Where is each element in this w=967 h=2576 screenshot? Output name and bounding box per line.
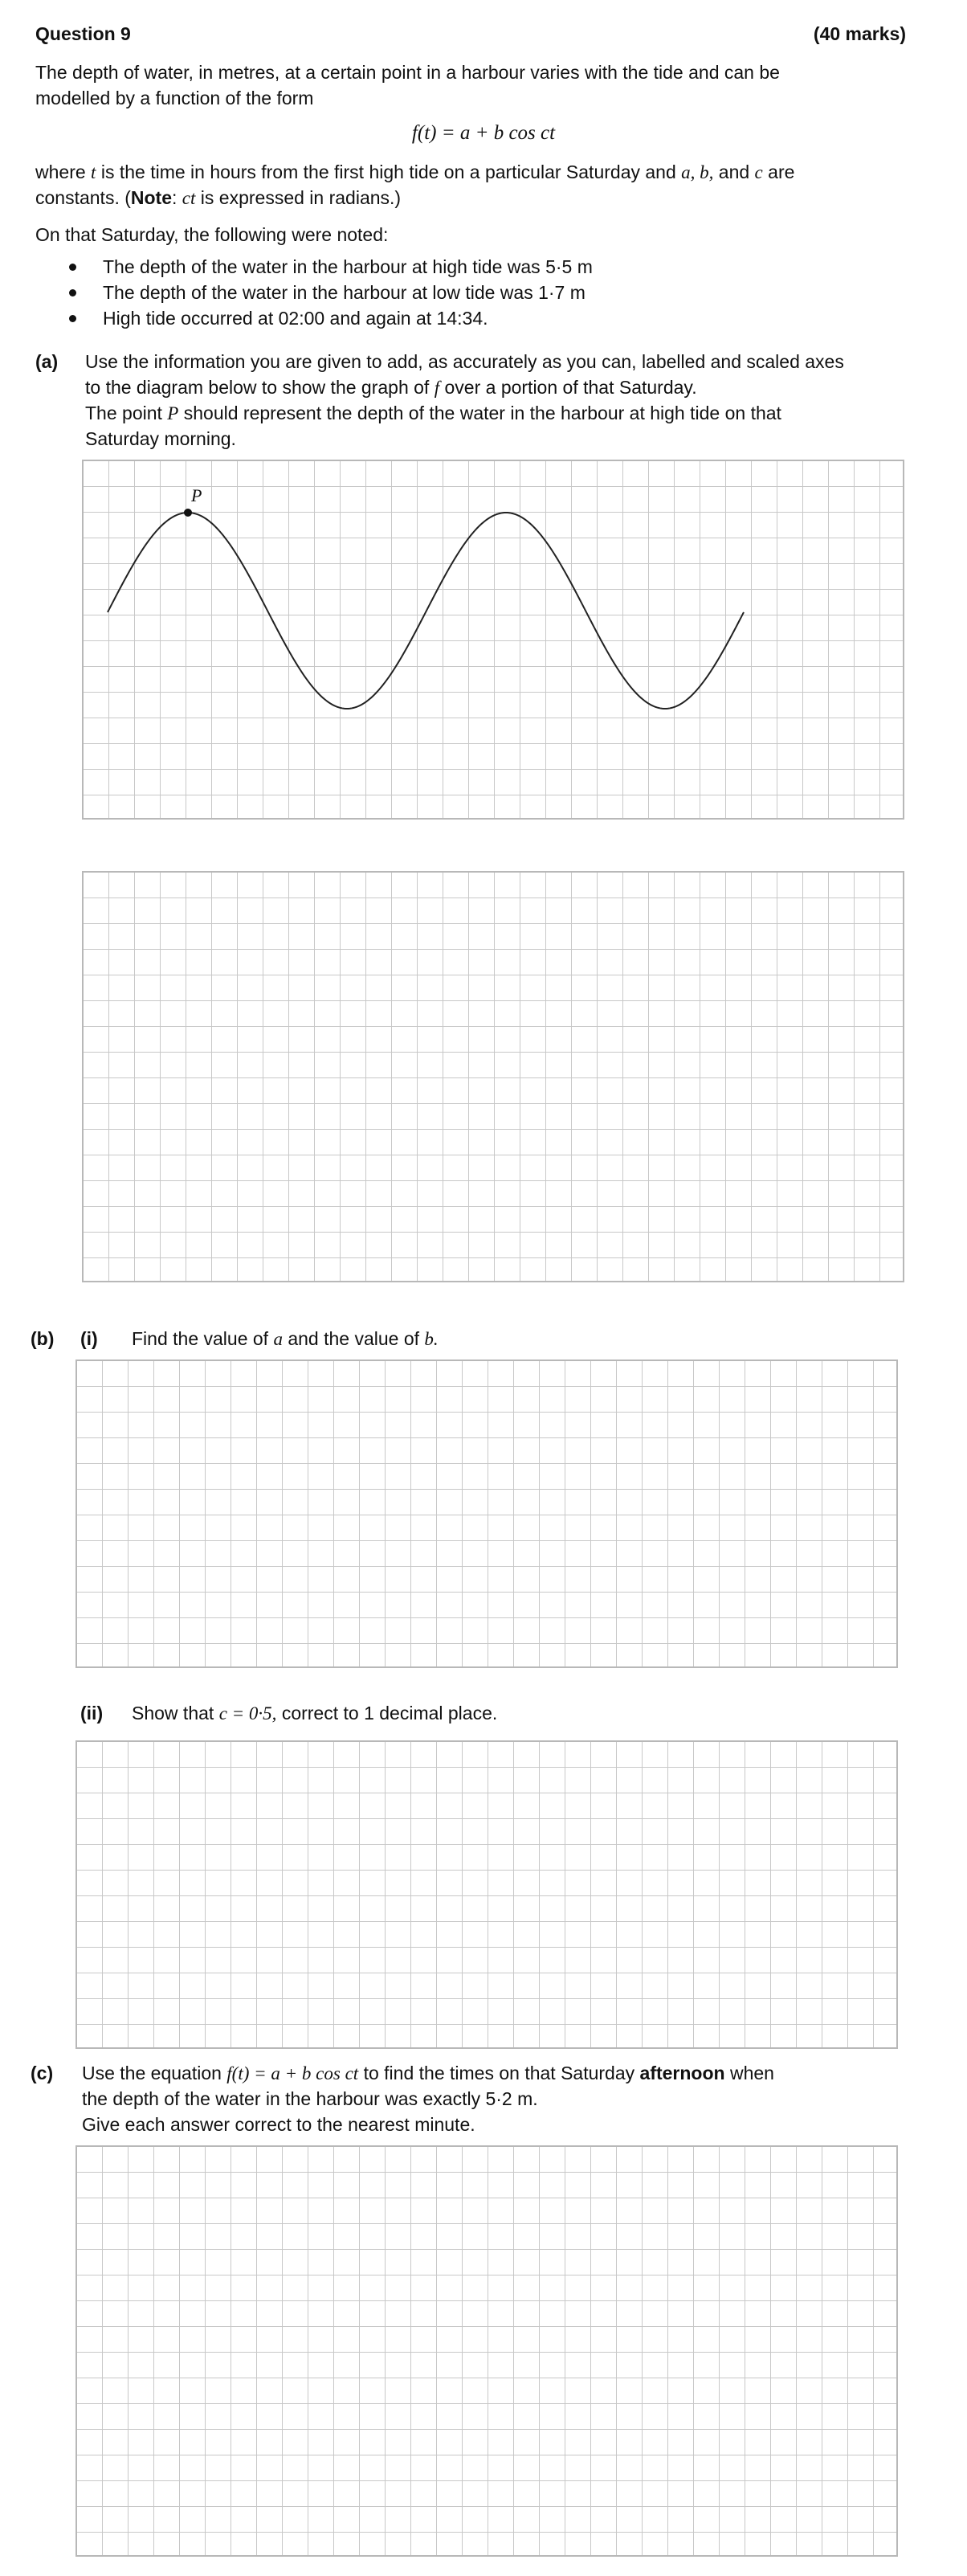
part-b-i-text bbox=[132, 1326, 439, 1352]
part-a-label: (a) bbox=[35, 351, 59, 372]
variable-b: b. bbox=[424, 1329, 439, 1349]
part-a-line-3-pre: The point bbox=[85, 403, 162, 423]
variable-f: f bbox=[434, 378, 440, 398]
list-item: The depth of the water in the harbour at low tide was 1·7 m bbox=[35, 280, 593, 305]
point-P-label: P bbox=[191, 485, 202, 505]
part-b-ii-post: correct to 1 decimal place. bbox=[281, 1703, 498, 1723]
part-c-line-1 bbox=[82, 2060, 774, 2087]
part-a-line-4: Saturday morning. bbox=[85, 428, 236, 449]
part-b-i-and: and the value of bbox=[288, 1328, 420, 1349]
intro-line-2: modelled by a function of the form bbox=[35, 88, 314, 108]
part-c-line-1-post: when bbox=[729, 2063, 774, 2083]
c-equation: c = 0·5, bbox=[218, 1703, 277, 1723]
variable-c: c bbox=[754, 162, 763, 182]
part-b-i-label: (i) bbox=[80, 1328, 98, 1349]
part-b-i-pre: Find the value of bbox=[132, 1328, 269, 1349]
part-a-line-3 bbox=[85, 400, 781, 427]
answer-grid-c[interactable] bbox=[75, 2145, 898, 2557]
curve-path bbox=[108, 513, 744, 709]
variable-a: a bbox=[273, 1329, 283, 1349]
variable-ct: ct bbox=[182, 188, 196, 208]
part-c-line-2: the depth of the water in the harbour was exactly 5·2 m. bbox=[82, 2088, 538, 2109]
part-c-label: (c) bbox=[31, 2063, 54, 2083]
list-item: High tide occurred at 02:00 and again at 14:34. bbox=[35, 305, 593, 331]
model-formula: f(t) = a + b cos ct bbox=[411, 122, 556, 144]
noted-list bbox=[35, 254, 593, 331]
part-c-line-3: Give each answer correct to the nearest minute. bbox=[82, 2114, 475, 2135]
part-a-line-2 bbox=[85, 374, 697, 401]
where-mid-text: is the time in hours from the first high tide on a particular Saturday and bbox=[100, 162, 676, 182]
intro-where-line bbox=[35, 159, 794, 186]
note-label: Note bbox=[130, 187, 173, 208]
answer-grid-b-i[interactable] bbox=[75, 1360, 898, 1668]
question-title: Question 9 bbox=[35, 23, 131, 44]
afternoon-emphasis: afternoon bbox=[639, 2063, 725, 2083]
part-c-line-1-mid: to find the times on that Saturday bbox=[363, 2063, 635, 2083]
constants-text: constants. ( bbox=[35, 187, 131, 208]
cosine-curve bbox=[82, 460, 904, 820]
answer-grid-b-ii[interactable] bbox=[75, 1740, 898, 2049]
part-b-ii-pre: Show that bbox=[132, 1703, 214, 1723]
part-b-label: (b) bbox=[31, 1328, 55, 1349]
part-a-line-1: Use the information you are given to add, as accurately as you can, labelled and scaled axes bbox=[85, 351, 844, 372]
part-b-ii-label: (ii) bbox=[80, 1703, 104, 1723]
part-c-formula: f(t) = a + b cos ct bbox=[226, 2063, 359, 2083]
part-a-line-2-post: over a portion of that Saturday. bbox=[444, 377, 697, 398]
variable-P: P bbox=[167, 403, 179, 423]
intro-line-1: The depth of water, in metres, at a certain point in a harbour varies with the tide and can be bbox=[35, 62, 780, 83]
part-a-line-3-post: should represent the depth of the water in the harbour at high tide on that bbox=[183, 403, 781, 423]
are-text: are bbox=[768, 162, 795, 182]
intro-note-line bbox=[35, 185, 401, 211]
answer-grid-a[interactable] bbox=[82, 871, 904, 1282]
question-marks: (40 marks) bbox=[813, 23, 906, 44]
noted-heading: On that Saturday, the following were noted: bbox=[35, 224, 389, 245]
variables-ab: a, b, bbox=[681, 162, 714, 182]
note-rest-text: is expressed in radians.) bbox=[200, 187, 402, 208]
part-c-line-1-pre: Use the equation bbox=[82, 2063, 222, 2083]
list-item: The depth of the water in the harbour at high tide was 5·5 m bbox=[35, 254, 593, 280]
part-b-ii-text bbox=[132, 1700, 497, 1727]
where-text: where bbox=[35, 162, 86, 182]
note-colon: : bbox=[172, 187, 177, 208]
and-text: and bbox=[718, 162, 750, 182]
part-a-line-2-pre: to the diagram below to show the graph of bbox=[85, 377, 430, 398]
variable-t: t bbox=[91, 162, 96, 182]
point-P-marker bbox=[184, 509, 192, 517]
